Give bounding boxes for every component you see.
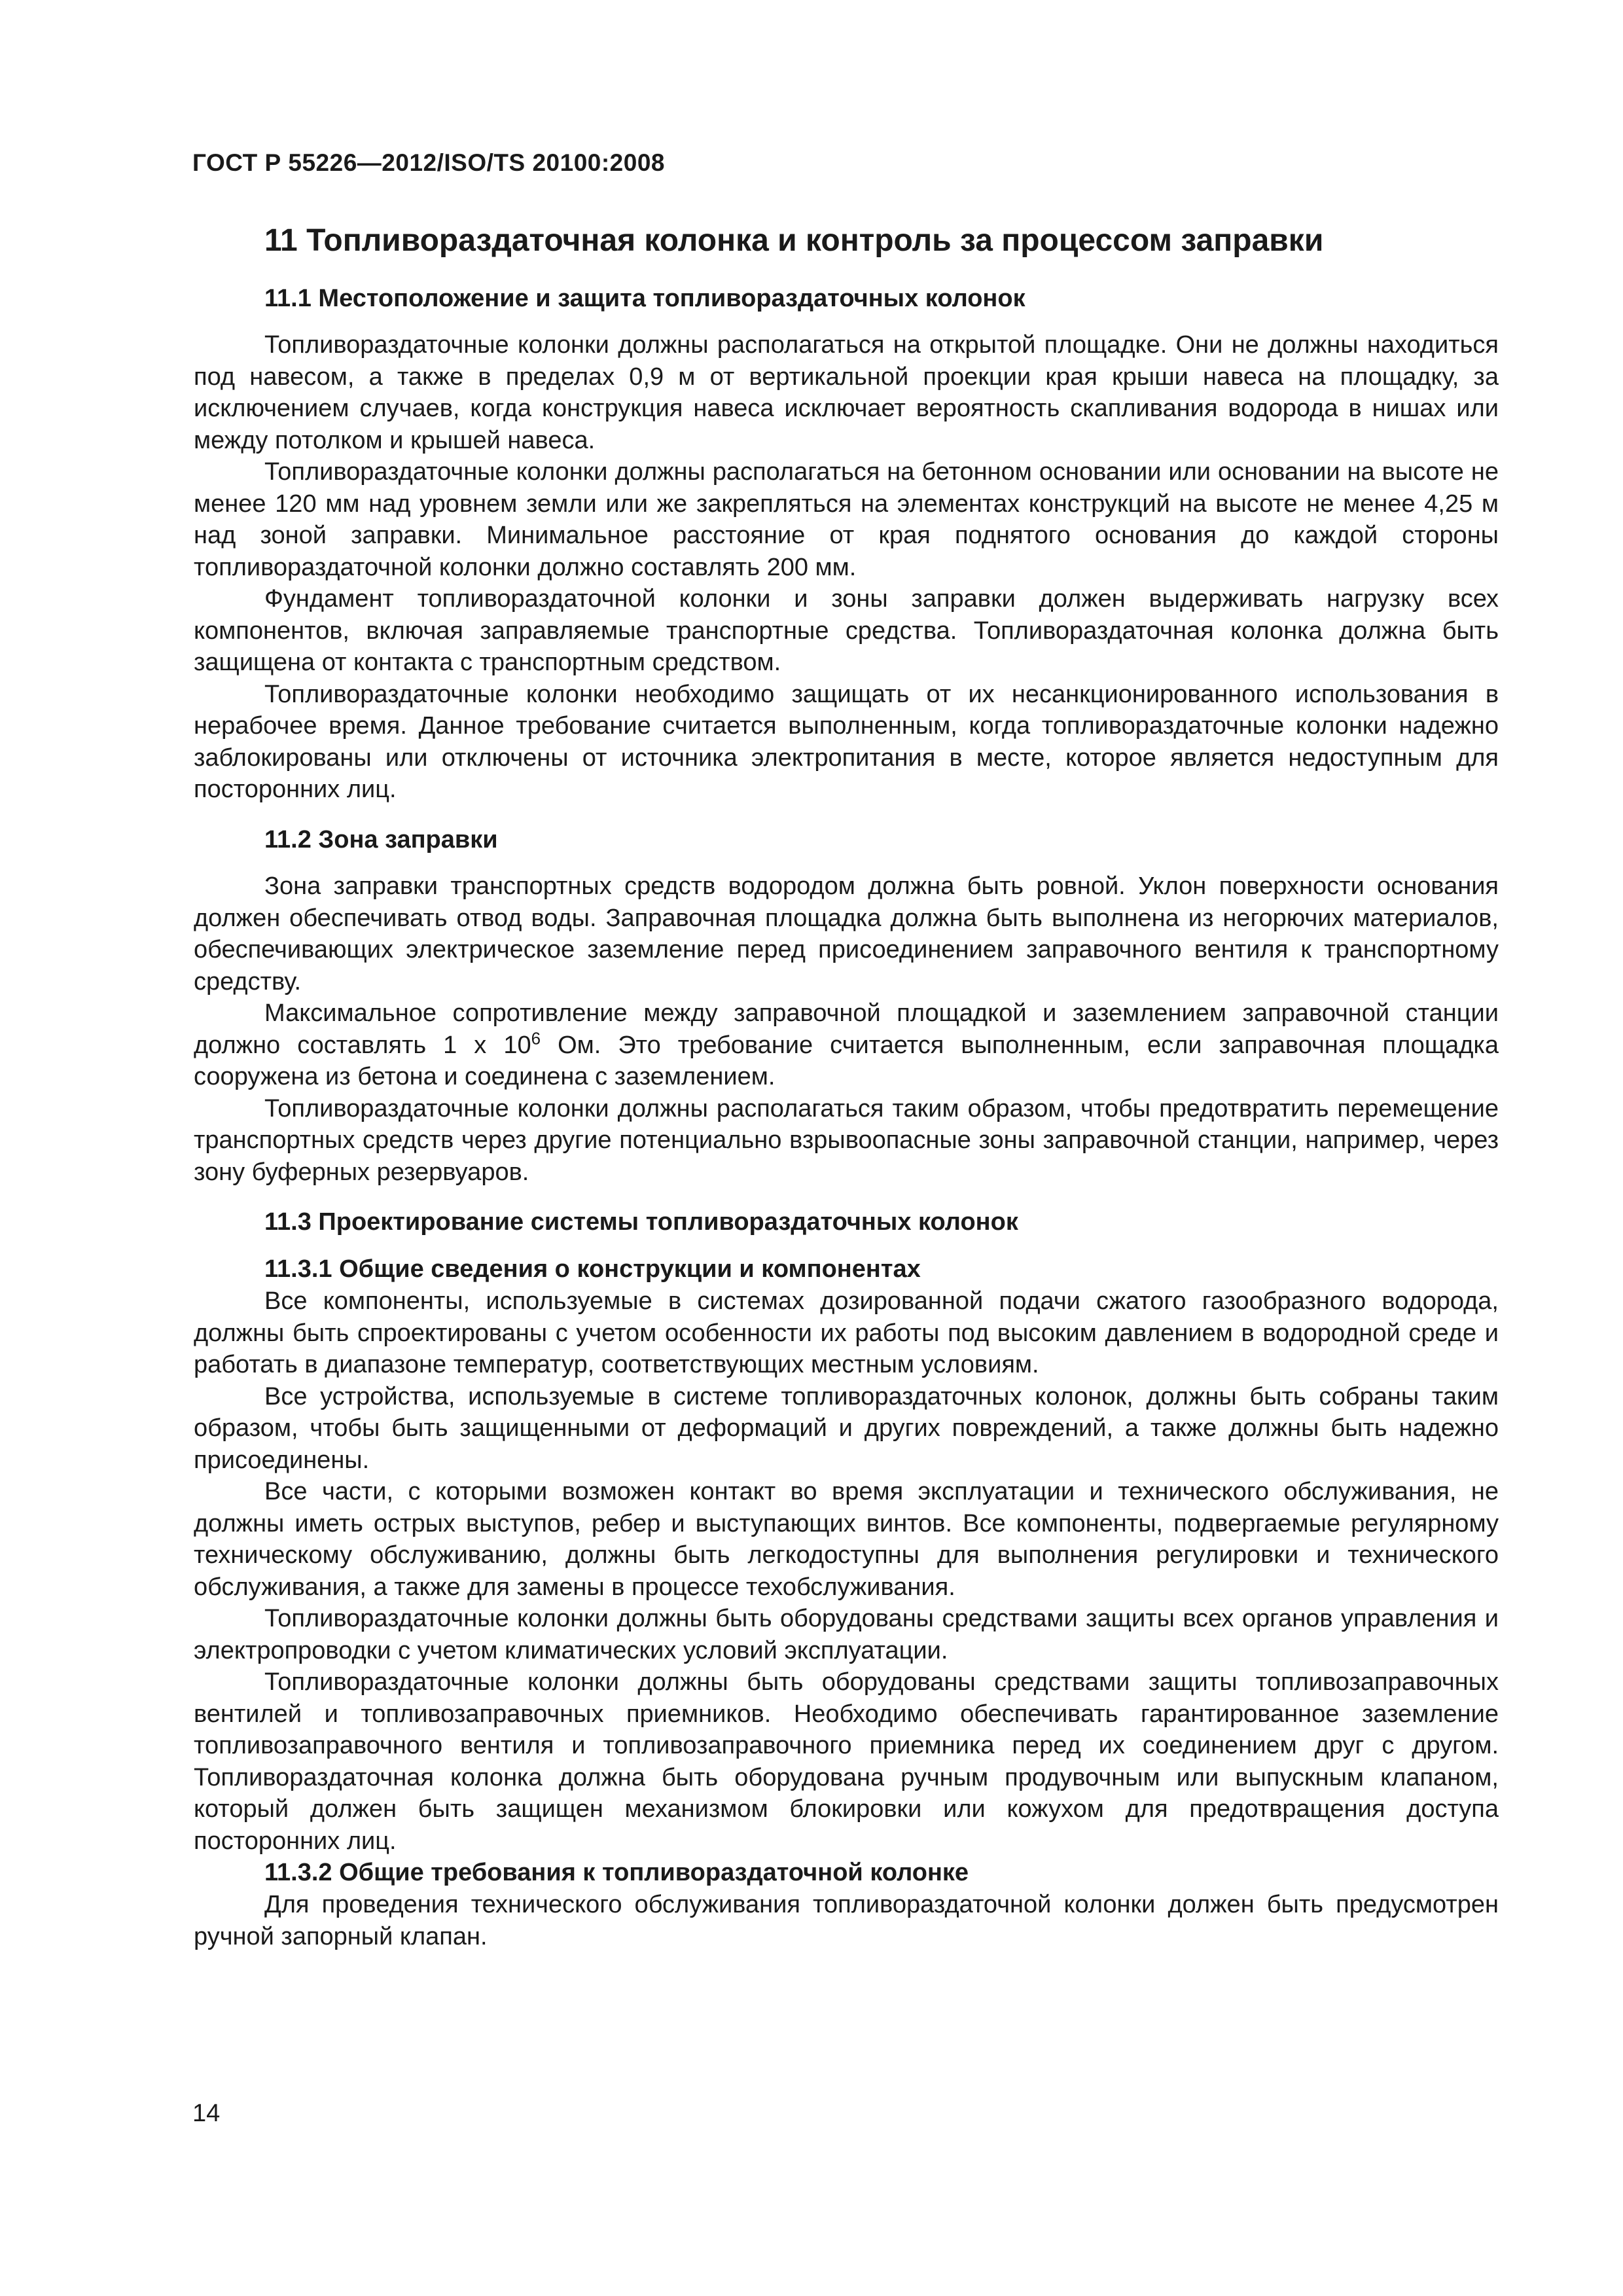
subsection-heading: 11.3 Проектирование системы топливораздаточных колонок — [264, 1208, 1018, 1236]
superscript-exponent: 6 — [531, 1028, 541, 1049]
paragraph: Все компоненты, используемые в системах дозированной подачи сжатого газообразного водорода, должны быть спроектированы с учетом особенности их работы под высоким давлением в водородной среде и работать в диапазоне температур, соответствующих местным условиям. — [194, 1287, 1499, 1379]
paragraph: Зона заправки транспортных средств водородом должна быть ровной. Уклон поверхности основания должен обеспечивать отвод воды. Заправочная площадка должна быть выполнена из негорючих материалов, обеспечивающих электрическое заземление перед присоединением заправочного вентиля к транспортному средству. — [194, 872, 1499, 996]
paragraph: Фундамент топливораздаточной колонки и зоны заправки должен выдерживать нагрузку всех компонентов, включая заправляемые транспортные средства. Топливораздаточная колонка должна быть защищена от контакта с транспортным средством. — [194, 585, 1499, 677]
paragraph: Топливораздаточные колонки должны располагаться на бетонном основании или основании на высоте не менее 120 мм над уровнем земли или же закрепляться на элементах конструкций на высоте не менее 4,25 м над зоной заправки. Минимальное расстояние от края поднятого основания до каждой стороны топливораздаточной колонки должно составлять 200 мм. — [194, 458, 1499, 581]
paragraph: Все устройства, используемые в системе топливораздаточных колонок, должны быть собраны таким образом, чтобы быть защищенными от деформаций и других повреждений, а также должны быть надежно присоединены. — [194, 1382, 1499, 1474]
paragraph: Топливораздаточные колонки должны быть оборудованы средствами защиты топливозаправочных вентилей и топливозаправочных приемников. Необходимо обеспечивать гарантированное заземление топливозаправочного вентиля и топливозаправочного приемника перед их соединением друг с другом. Топливораздаточная колонка должна быть оборудована ручным продувочным или выпускным клапаном, который должен быть защищен механизмом блокировки или кожухом для предотвращения доступа посторонних лиц. — [194, 1668, 1499, 1855]
page-number: 14 — [192, 2100, 221, 2127]
subsection-heading: 11.1 Местоположение и защита топливораздаточных колонок — [264, 285, 1026, 312]
paragraph-text: Ом. Это требование считается выполненным, если заправочная площадка сооружена из бетона и соединена с заземлением. — [194, 1031, 1499, 1091]
subsection-heading: 11.2 Зона заправки — [264, 825, 498, 853]
subsection-11-1 — [194, 283, 1499, 806]
paragraph: Топливораздаточные колонки должны располагаться таким образом, чтобы предотвратить перемещение транспортных средств через другие потенциально взрывоопасные зоны заправочной станции, например, через зону буферных резервуаров. — [194, 1094, 1499, 1186]
subsection-11-2 — [194, 824, 1499, 1188]
document-code-header: ГОСТ Р 55226—2012/ISO/TS 20100:2008 — [192, 149, 665, 176]
paragraph: Топливораздаточные колонки должны располагаться на открытой площадке. Они не должны находиться под навесом, а также в пределах 0,9 м от вертикальной проекции края крыши навеса на площадку, за исключением случаев, когда конструкция навеса исключает вероятность скапливания водорода в нишах или между потолком и крышей навеса. — [194, 331, 1499, 454]
section-title: 11 Топливораздаточная колонка и контроль за процессом заправки — [264, 223, 1324, 258]
paragraph: Все части, с которыми возможен контакт во время эксплуатации и технического обслуживания, не должны иметь острых выступов, ребер и выступающих винтов. Все компоненты, подвергаемые регулярному техническому обслуживанию, должны быть легкодоступны для выполнения регулировки и технического обслуживания, а также для замены в процессе техобслуживания. — [194, 1478, 1499, 1601]
document-body — [194, 221, 1499, 1971]
paragraph-text: Максимальное сопротивление между заправочной площадкой и заземлением заправочной станции должно составлять 1 x 10 — [194, 999, 1499, 1059]
paragraph: Для проведения технического обслуживания топливораздаточной колонки должен быть предусмотрен ручной запорный клапан. — [194, 1891, 1499, 1950]
paragraph: Топливораздаточные колонки необходимо защищать от их несанкционированного использования в нерабочее время. Данное требование считается выполненным, когда топливораздаточные колонки надежно заблокированы или отключены от источника электропитания в месте, которое является недоступным для посторонних лиц. — [194, 680, 1499, 804]
clause-heading: 11.3.2 Общие требования к топливораздаточной колонке — [264, 1859, 969, 1887]
paragraph: Топливораздаточные колонки должны быть оборудованы средствами защиты всех органов управления и электропроводки с учетом климатических условий эксплуатации. — [194, 1605, 1499, 1664]
subsection-11-3 — [194, 1206, 1499, 1952]
paragraph-with-superscript — [194, 997, 1499, 1093]
clause-heading: 11.3.1 Общие сведения о конструкции и компонентах — [264, 1255, 921, 1283]
